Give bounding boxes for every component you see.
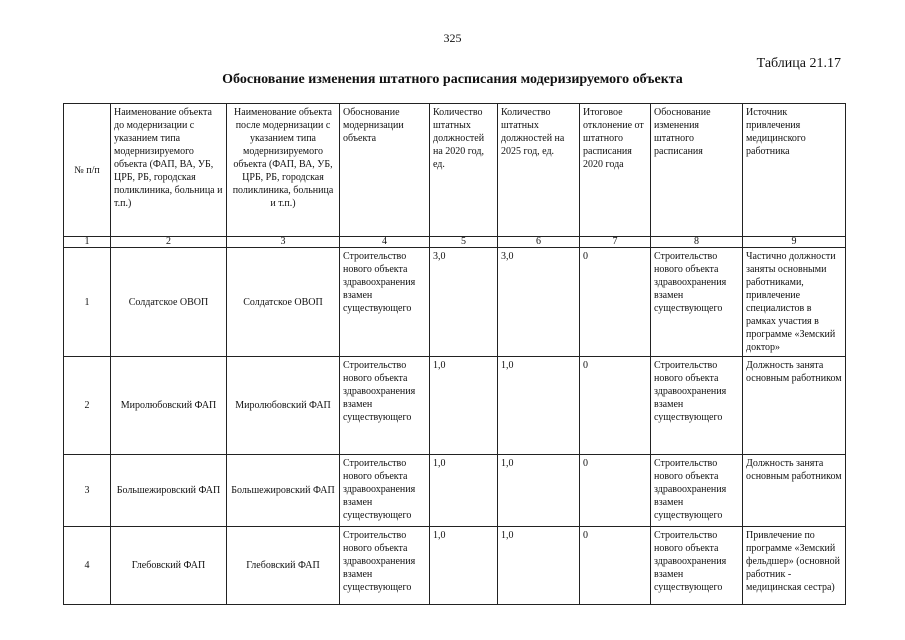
- staff-2020: 1,0: [430, 527, 498, 605]
- header-cell-source: Источник привлечения медицинского работника: [743, 104, 846, 237]
- column-number: 1: [64, 237, 111, 248]
- modernization-reason: Строительство нового объекта здравоохранения взамен существующего: [340, 248, 430, 357]
- object-after: Миролюбовский ФАП: [227, 357, 340, 455]
- worker-source: Привлечение по программе «Земский фельдшер» (основной работник - медицинская сестра): [743, 527, 846, 605]
- modernization-reason: Строительство нового объекта здравоохранения взамен существующего: [340, 455, 430, 527]
- header-cell-change-reason: Обоснование изменения штатного расписания: [651, 104, 743, 237]
- object-before: Миролюбовский ФАП: [111, 357, 227, 455]
- header-row: [64, 104, 846, 237]
- column-number: 3: [227, 237, 340, 248]
- staff-2025: 1,0: [498, 455, 580, 527]
- worker-source: Должность занята основным работником: [743, 357, 846, 455]
- staff-2025: 1,0: [498, 527, 580, 605]
- staff-2020: 3,0: [430, 248, 498, 357]
- header-cell-staff-2025: Количество штатных должностей на 2025 год, ед.: [498, 104, 580, 237]
- table-row: [64, 357, 846, 455]
- row-number: 1: [64, 248, 111, 357]
- column-number-row: [64, 237, 846, 248]
- deviation: 0: [580, 455, 651, 527]
- table-row: [64, 455, 846, 527]
- staff-2025: 3,0: [498, 248, 580, 357]
- modernization-reason: Строительство нового объекта здравоохранения взамен существующего: [340, 527, 430, 605]
- worker-source: Частично должности заняты основными работниками, привлечение специалистов в рамках участия в программе «Земский доктор»: [743, 248, 846, 357]
- table-row: [64, 527, 846, 605]
- deviation: 0: [580, 527, 651, 605]
- header-cell-deviation: Итоговое отклонение от штатного расписания 2020 года: [580, 104, 651, 237]
- column-number: 6: [498, 237, 580, 248]
- column-number: 8: [651, 237, 743, 248]
- change-reason: Строительство нового объекта здравоохранения взамен существующего: [651, 357, 743, 455]
- change-reason: Строительство нового объекта здравоохранения взамен существующего: [651, 248, 743, 357]
- header-cell-num: № п/п: [64, 104, 111, 237]
- table-row: [64, 248, 846, 357]
- row-number: 4: [64, 527, 111, 605]
- staff-2020: 1,0: [430, 357, 498, 455]
- header-cell-staff-2020: Количество штатных должностей на 2020 год, ед.: [430, 104, 498, 237]
- document-title: Обоснование изменения штатного расписания модеризируемого объекта: [222, 72, 683, 87]
- column-number: 2: [111, 237, 227, 248]
- modernization-reason: Строительство нового объекта здравоохранения взамен существующего: [340, 357, 430, 455]
- object-after: Большежировский ФАП: [227, 455, 340, 527]
- deviation: 0: [580, 248, 651, 357]
- object-before: Глебовский ФАП: [111, 527, 227, 605]
- page-number: 325: [443, 31, 462, 45]
- change-reason: Строительство нового объекта здравоохранения взамен существующего: [651, 527, 743, 605]
- header-cell-reason: Обоснование модернизации объекта: [340, 104, 430, 237]
- row-number: 3: [64, 455, 111, 527]
- staff-2025: 1,0: [498, 357, 580, 455]
- header-cell-after: Наименование объекта после модернизации с указанием типа модернизируемого объекта (ФАП, ВА, УБ, ЦРБ, РБ, городская поликлиника, больница и т.п.): [227, 104, 340, 237]
- header-cell-before: Наименование объекта до модернизации с указанием типа модернизируемого объекта (ФАП, ВА, УБ, ЦРБ, РБ, городская поликлиника, больница и т.п.): [111, 104, 227, 237]
- column-number: 4: [340, 237, 430, 248]
- change-reason: Строительство нового объекта здравоохранения взамен существующего: [651, 455, 743, 527]
- object-before: Солдатское ОВОП: [111, 248, 227, 357]
- deviation: 0: [580, 357, 651, 455]
- object-after: Глебовский ФАП: [227, 527, 340, 605]
- object-after: Солдатское ОВОП: [227, 248, 340, 357]
- staff-2020: 1,0: [430, 455, 498, 527]
- worker-source: Должность занята основным работником: [743, 455, 846, 527]
- column-number: 9: [743, 237, 846, 248]
- column-number: 5: [430, 237, 498, 248]
- column-number: 7: [580, 237, 651, 248]
- object-before: Большежировский ФАП: [111, 455, 227, 527]
- row-number: 2: [64, 357, 111, 455]
- staffing-table: [63, 103, 846, 605]
- table-label: Таблица 21.17: [756, 56, 841, 71]
